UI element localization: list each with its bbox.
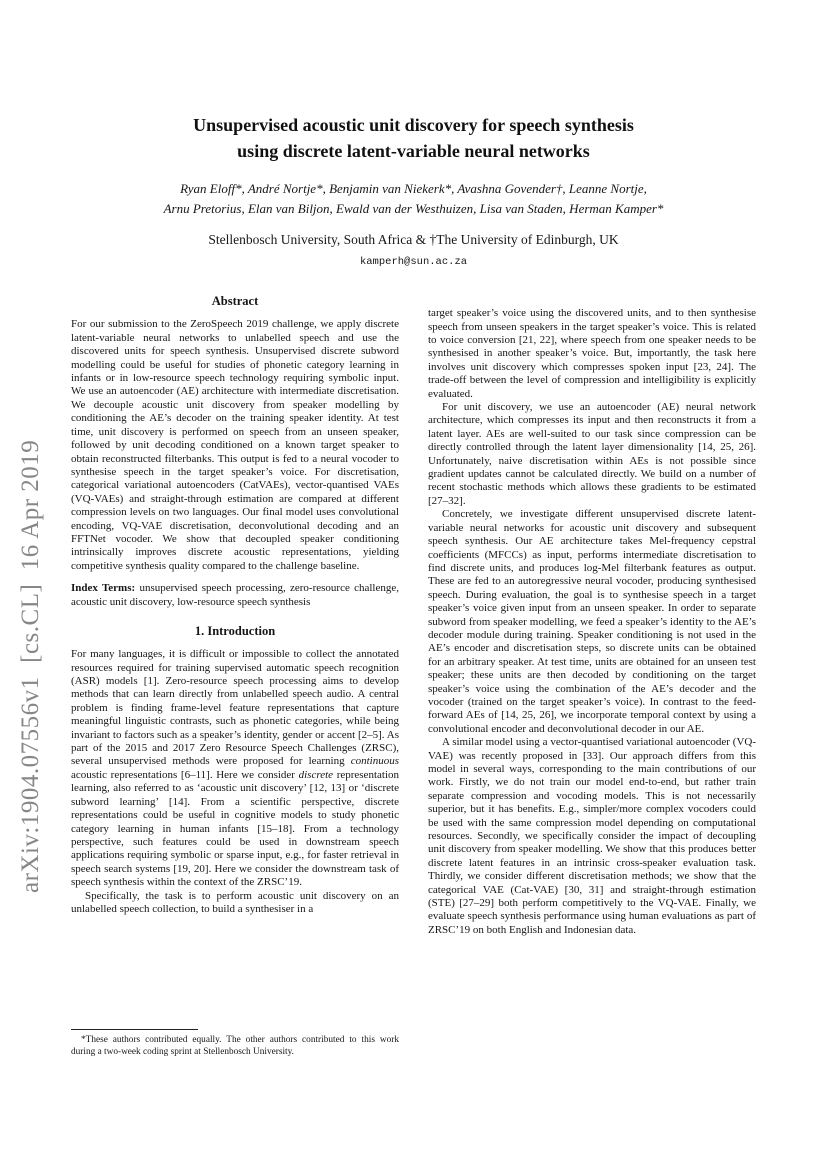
footnote-divider — [71, 1029, 198, 1030]
author-list — [71, 179, 756, 218]
contact-email: kamperh@sun.ac.za — [359, 256, 468, 269]
intro-paragraph-2-continued: target speaker’s voice using the discovered units, and to then synthesise speech from unseen speakers in the target speaker’s voice. This is related to voice conversion [21, 22], where speech from one speaker needs to be synthesised in another speaker’s voice. But, importantly, the task here involves unit discovery which compresses spoken input [23, 24]. The trade-off between the level of compression and intelligibility is explicitly evaluated. — [428, 307, 756, 400]
index-terms — [71, 582, 399, 609]
paper-title-line-1: Unsupervised acoustic unit discovery for speech synthesis — [193, 115, 634, 135]
intro-paragraph-4: Concretely, we investigate different unsupervised discrete latent-variable neural networks for acoustic unit discovery and subsequent speech synthesis. Our AE architecture takes Mel-frequency cepstral coefficients (MFCCs) as input, performs intermediate discretisation to find discrete units, and produces log-Mel filterbank features as output. These are fed to an autoregressive neural vocoder, producing synthesised speech. During evaluation, the goal is to synthesise speech in a target speaker’s voice given input from an unseen speaker. In order to separate subword from speaker modelling, we feed a speaker’s identity to the AE’s decoder module during training. Speaker conditioning is not used in the AE’s encoder and discretisation steps, so discrete units can be obtained for an arbitrary speaker. At test time, units are obtained for an unseen test speaker; these units are then decoded by conditioning on the target speaker’s voice using the combination of the AE’s decoder and the vocoder (trained on the target speaker’s voice). In contrast to the feed-forward AEs of [14, 25, 26], we incorporate temporal context by using a convolutional encoder and deconvolutional decoder in our AE. — [428, 508, 756, 735]
paper-title-line-2: using discrete latent-variable neural networks — [237, 141, 590, 162]
footnote — [71, 1029, 399, 1058]
right-column — [428, 294, 756, 937]
index-terms-label: Index Terms: — [71, 582, 140, 595]
intro-paragraph-1: For many languages, it is difficult or impossible to collect the annotated resources required for training supervised automatic speech recognition (ASR) models [1]. Zero-resource speech processing aims to develop methods that can learn directly from unlabelled speech audio. A central problem is finding frame-level feature representations that capture meaningful linguistic contrasts, such as phonetic categories, while being invariant to factors such as a speaker’s identity, gender or accent [2–5]. As part of the 2015 and 2017 Zero Resource Speech Challenges (ZRSC), several unsupervised methods were proposed for learning continuous acoustic representations [6–11]. Here we consider discrete representation learning, also referred to as ‘acoustic unit discovery’ [12, 13] or ‘discrete subword learning’ [14]. From a scientific perspective, discrete representations could be useful in cognitive models to study phonetic category learning in human infants [15–18]. From a technology perspective, such features could be used in downstream speech applications requiring symbolic or sparse input, e.g., for faster retrieval in speech search systems [19, 20]. Here we consider the downstream task of speech synthesis within the context of the ZRSC’19. — [71, 648, 399, 889]
authors-line-2: Arnu Pretorius, Elan van Biljon, Ewald van der Westhuizen, Lisa van Staden, Herman Kamper* — [163, 200, 664, 216]
authors-line-1: Ryan Eloff*, André Nortje*, Benjamin van Niekerk*, Avashna Govender†, Leanne Nortje, — [180, 181, 647, 197]
paper-title — [71, 112, 756, 164]
section-heading-introduction: 1. Introduction — [194, 623, 276, 638]
paper-content — [71, 0, 756, 1058]
abstract-text: For our submission to the ZeroSpeech 2019 challenge, we apply discrete latent-variable neural networks to unlabelled speech and use the discovered units for speech synthesis. Unsupervised discrete subword modelling could be useful for studies of phonetic category learning in infants or in low-resource speech technology requiring symbolic input. We use an autoencoder (AE) architecture with intermediate discretisation. We decouple acoustic unit discovery from speaker modelling by conditioning the AE’s decoder on the training speaker identity. At test time, unit discovery is performed on speech from an unseen speaker, followed by unit decoding conditioned on a known target speaker to obtain reconstructed filterbanks. This output is fed to a neural vocoder to synthesise speech in the target speaker’s voice. For discretisation, categorical variational autoencoders (CatVAEs), vector-quantised VAEs (VQ-VAEs) and straight-through estimation are compared at different compression levels on two languages. Our final model uses convolutional encoding, VQ-VAE discretisation, deconvolutional decoding and an FFTNet vocoder. We show that decoupled speaker conditioning intrinsically improves discrete acoustic representations, yielding competitive synthesis quality compared to the challenge baseline. — [71, 318, 399, 572]
intro-paragraph-5: A similar model using a vector-quantised variational autoencoder (VQ-VAE) was recently proposed in [33]. Our approach differs from this model in several ways, corresponding to the main contributions of our work. Firstly, we do not train our model end-to-end, but rather train separate compression and vocoding models. This is not necessarily superior, but it has benefits. E.g., simpler/more complex vocoders could be used with the same compression model depending on computational resources. Secondly, we specifically consider the impact of decoupling unit discovery from speaker modelling. We show that this produces better discrete latent features in an intrinsic cross-speaker evaluation task. Thirdly, we consider different discretisation methods; we show that the categorical VAE (Cat-VAE) [30, 31] and straight-through estimation (STE) [27–29] both perform competitively to the VQ-VAE. Finally, we evaluate speech synthesis performance using human evaluations as part of ZRSC’19 on both English and Indonesian data. — [428, 736, 756, 936]
intro-paragraph-3: For unit discovery, we use an autoencoder (AE) neural network architecture, which compresses its input and then reconstructs it from a latent layer. AEs are well-suited to our task since compression can be directly controlled through the latent layer dimensionality [14, 25, 26]. Unfortunately, naive discretisation within AEs is not possible since gradient updates cannot be calculated directly. We build on a number of recent stochastic methods which allows these gradients to be estimated [27–32]. — [428, 401, 756, 507]
footnote-text: *These authors contributed equally. The other authors contributed to this work during a two-week coding sprint at Stellenbosch University. — [71, 1035, 399, 1058]
index-terms-text: unsupervised speech processing, zero-resource challenge, acoustic unit discovery, low-resource speech synthesis — [71, 582, 399, 608]
arxiv-watermark: arXiv:1904.07556v1 [cs.CL] 16 Apr 2019 — [17, 439, 44, 893]
affiliation: Stellenbosch University, South Africa & †The University of Edinburgh, UK — [208, 232, 619, 248]
intro-paragraph-2: Specifically, the task is to perform acoustic unit discovery on an unlabelled speech collection, to build a synthesiser in a — [71, 889, 399, 915]
abstract-heading: Abstract — [211, 294, 259, 309]
two-column-body — [71, 294, 756, 1058]
left-column — [71, 294, 399, 1058]
